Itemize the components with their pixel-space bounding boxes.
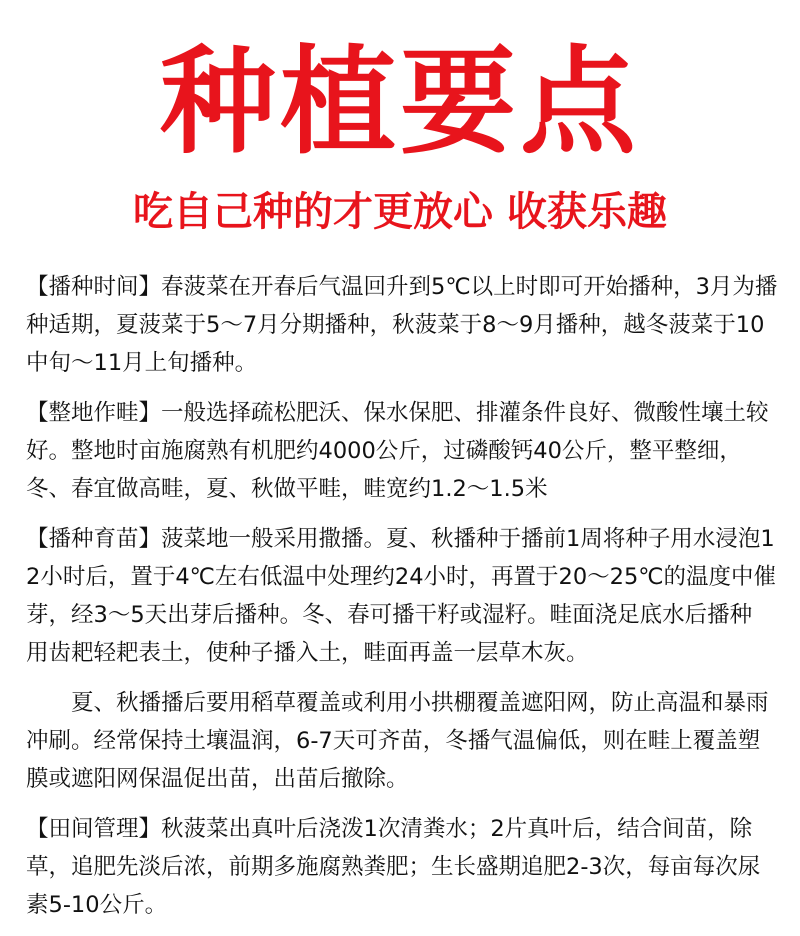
paragraph-sowing-time: 【播种时间】春菠菜在开春后气温回升到5℃以上时即可开始播种，3月为播种适期，夏菠菜于5～7月分期播种，秋菠菜于8～9月播种，越冬菠菜于10中旬～11月上旬播种。	[26, 274, 778, 376]
paragraph-summer-autumn-care: 夏、秋播播后要用稻草覆盖或利用小拱棚覆盖遮阳网，防止高温和暴雨冲刷。经常保持土壤温润，6-7天可齐苗，冬播气温偏低，则在畦上覆盖塑膜或遮阳网保温促出苗，出苗后撤除。	[26, 690, 769, 792]
content-body	[26, 268, 778, 936]
page-title: 种植要点	[160, 35, 640, 170]
paragraph-sowing-seedling: 【播种育苗】菠菜地一般采用撒播。夏、秋播种于播前1周将种子用水浸泡12小时后，置于4℃左右低温中处理约24小时，再置于20～25℃的温度中催芽，经3～5天出芽后播种。冬、春可播干籽或湿籽。畦面浇足底水后播种 用齿耙轻耙表土，使种子播入土，畦面再盖一层草木灰。	[26, 526, 777, 666]
paragraph-field-management: 【田间管理】秋菠菜出真叶后浇泼1次清粪水；2片真叶后，结合间苗，除草，追肥先淡后浓，前期多施腐熟粪肥；生长盛期追肥2-3次，每亩每次尿素5-10公斤。	[26, 816, 761, 918]
page-subtitle: 吃自己种的才更放心 收获乐趣	[133, 189, 667, 235]
paragraph-land-preparation: 【整地作畦】一般选择疏松肥沃、保水保肥、排灌条件良好、微酸性壤土较好。整地时亩施腐熟有机肥约4000公斤，过磷酸钙40公斤，整平整细，冬、春宜做高畦，夏、秋做平畦，畦宽约1.2～1.5米	[26, 400, 769, 502]
